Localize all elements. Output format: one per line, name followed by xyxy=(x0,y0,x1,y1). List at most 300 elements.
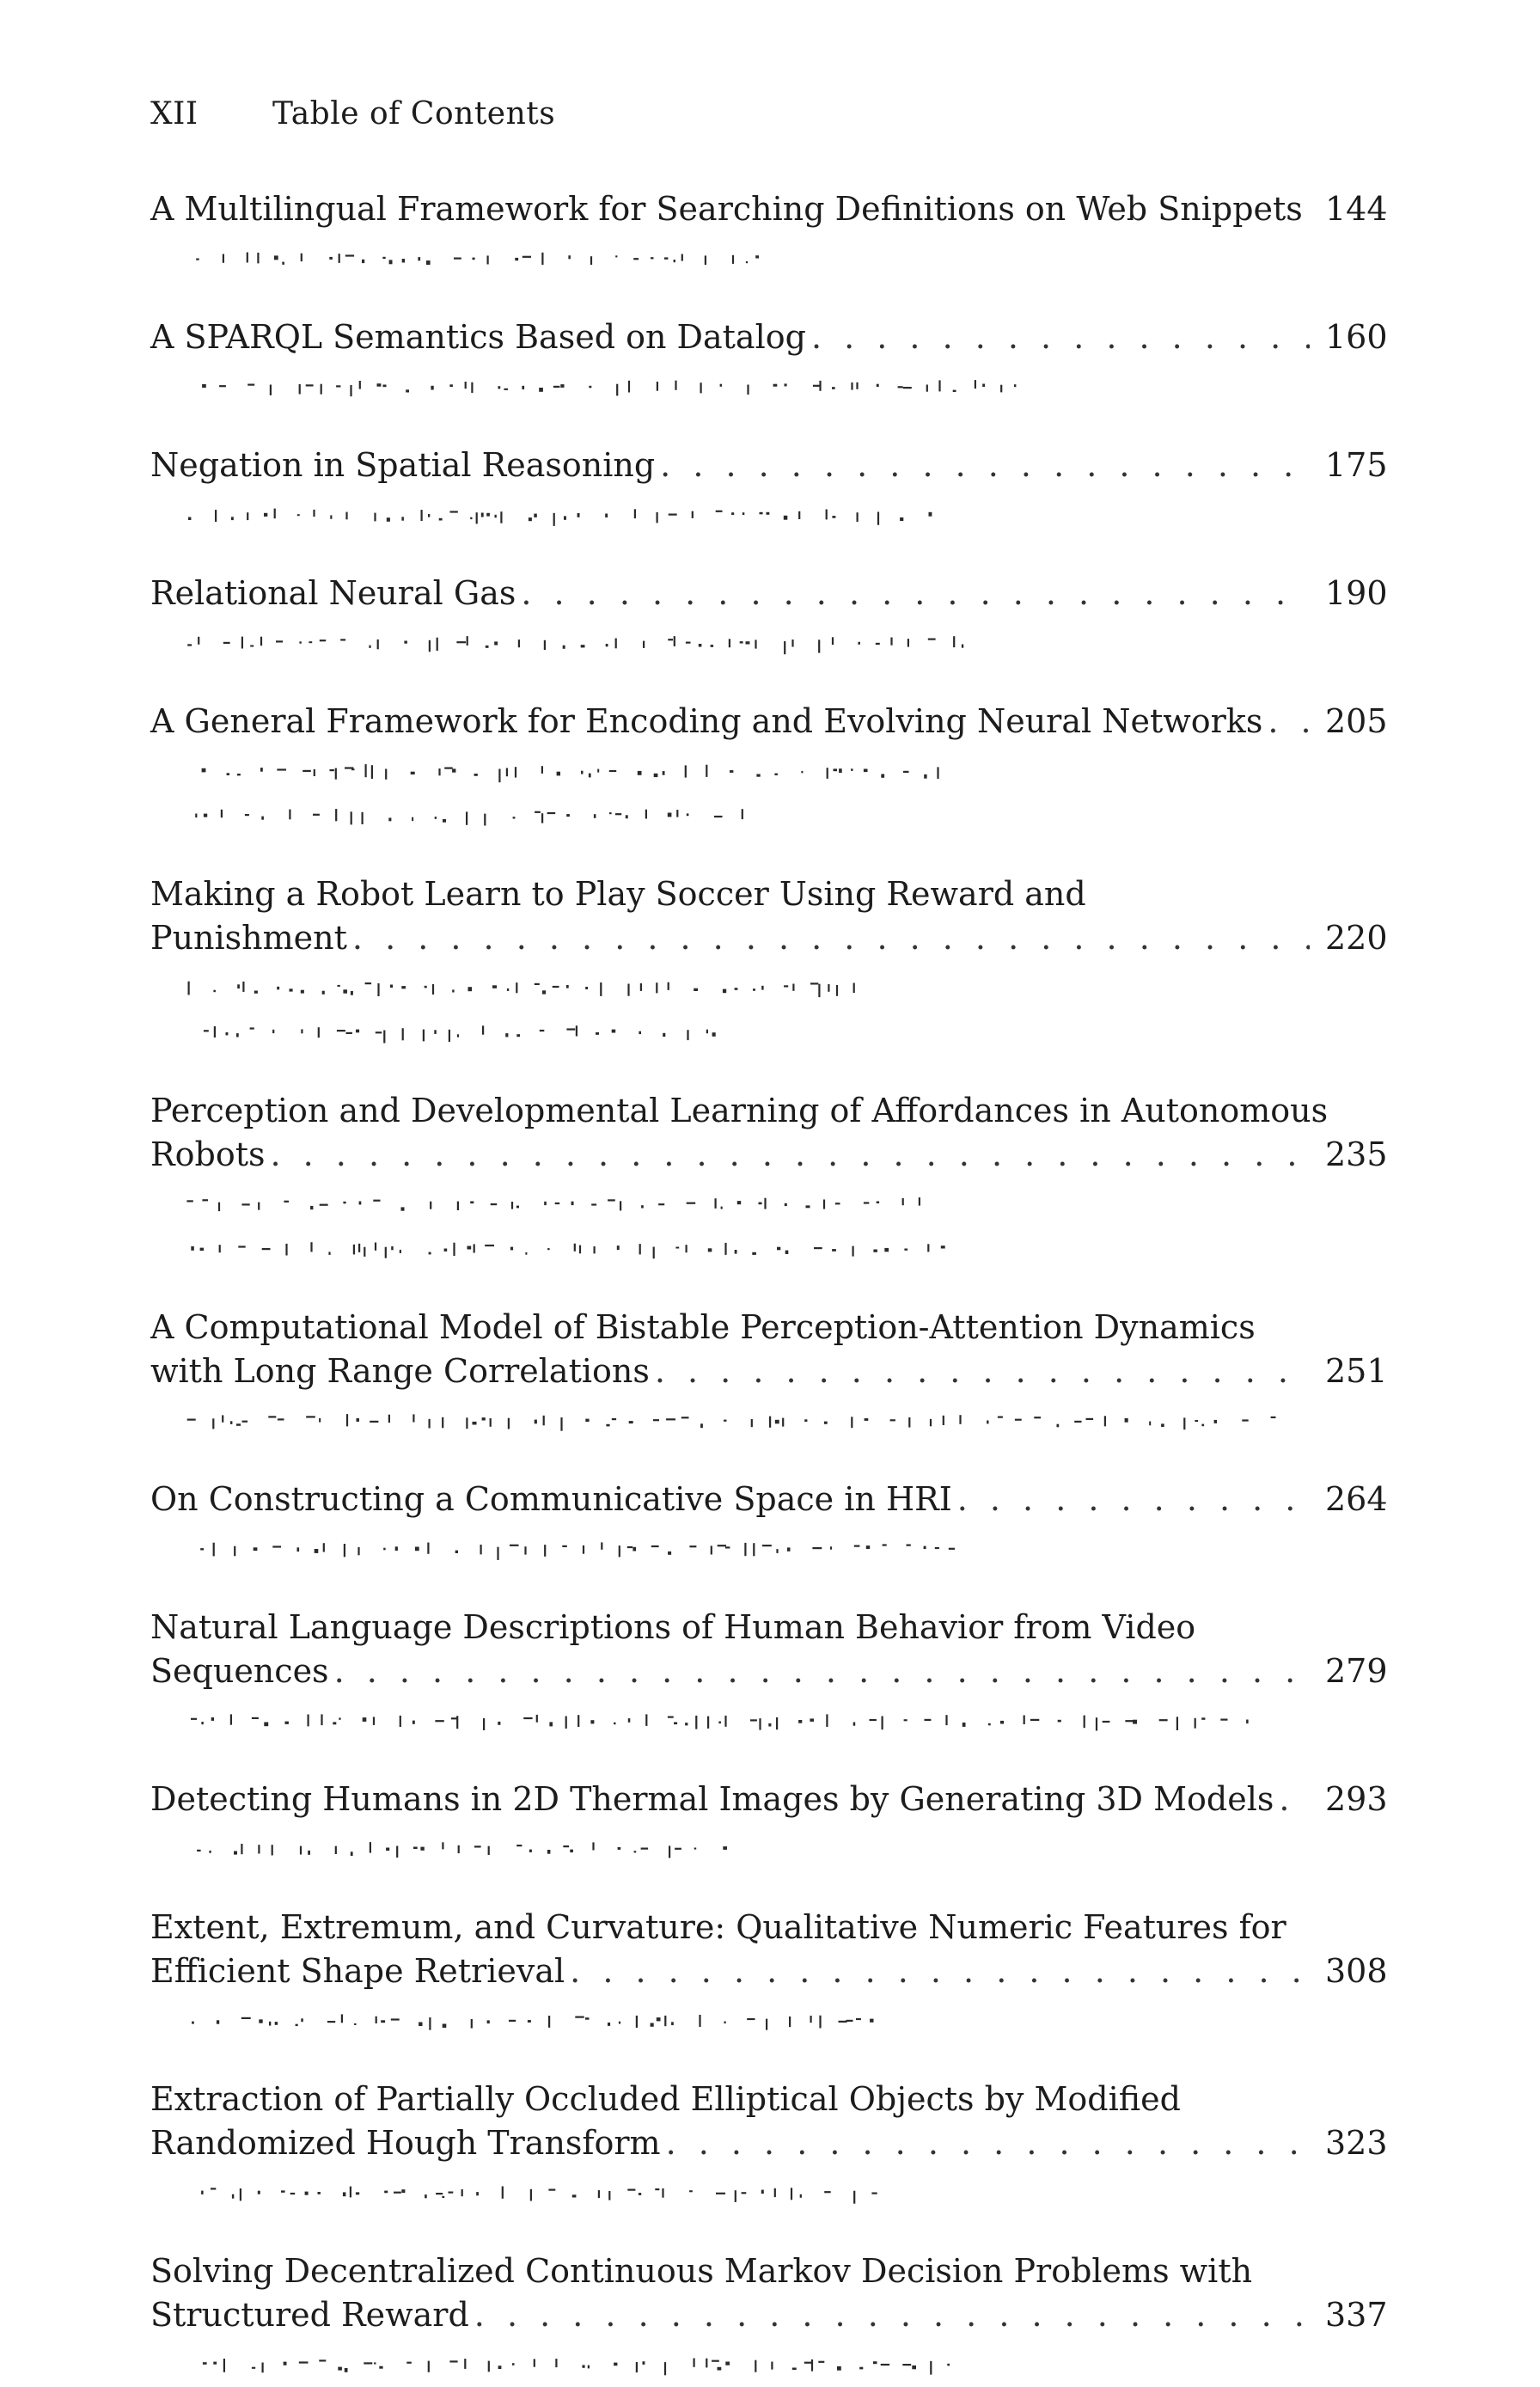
author-mark xyxy=(495,515,497,518)
author-mark xyxy=(902,2364,911,2366)
author-mark xyxy=(542,990,546,994)
author-mark xyxy=(769,1417,771,1428)
author-mark xyxy=(962,645,963,648)
entry-title-line: Relational Neural Gas xyxy=(150,574,516,612)
author-mark xyxy=(474,1845,481,1847)
author-mark xyxy=(747,2018,755,2020)
author-mark xyxy=(260,768,263,772)
entry-page-number: 175 xyxy=(1325,446,1388,484)
author-mark xyxy=(406,2362,412,2364)
author-mark xyxy=(250,646,254,647)
entry-gap xyxy=(150,1871,1385,1906)
toc-entry[interactable] xyxy=(150,444,1388,537)
author-mark xyxy=(668,813,672,817)
author-mark xyxy=(1103,1721,1110,1723)
author-mark xyxy=(465,382,467,389)
entry-page-number: 190 xyxy=(1325,574,1388,612)
author-mark xyxy=(627,984,629,996)
author-mark xyxy=(328,1252,330,1255)
toc-entry[interactable] xyxy=(150,2078,1388,2215)
entry-title-line: A Computational Model of Bistable Perception-Attention Dynamics xyxy=(150,1308,1256,1346)
author-mark xyxy=(395,1546,398,1551)
author-mark xyxy=(827,768,828,779)
entry-title-line: Detecting Humans in 2D Thermal Images by Generating 3D Models xyxy=(150,1780,1274,1818)
author-mark xyxy=(656,982,657,993)
author-mark xyxy=(337,1030,345,1031)
author-mark xyxy=(629,1421,633,1423)
author-mark xyxy=(402,1028,404,1040)
author-mark xyxy=(351,991,353,995)
author-mark xyxy=(516,982,517,993)
entry-title-row xyxy=(150,444,1388,487)
author-mark xyxy=(836,985,838,996)
author-mark xyxy=(299,2361,309,2363)
author-mark xyxy=(485,1245,494,1246)
author-mark xyxy=(818,640,820,652)
author-mark xyxy=(318,2192,321,2194)
author-mark xyxy=(245,814,249,816)
author-mark xyxy=(435,1720,443,1722)
author-mark xyxy=(258,1845,260,1853)
author-mark xyxy=(852,1246,854,1257)
author-mark xyxy=(663,771,665,775)
author-line-faded xyxy=(183,1402,1385,1443)
author-mark xyxy=(668,1717,674,1718)
author-mark xyxy=(605,514,608,518)
author-line-faded xyxy=(183,1013,1385,1055)
author-mark xyxy=(675,381,676,390)
author-mark xyxy=(335,809,337,821)
entry-title-line: Robots xyxy=(150,1135,266,1173)
author-mark xyxy=(466,811,468,824)
author-mark xyxy=(600,982,602,996)
author-mark xyxy=(401,517,404,520)
author-mark xyxy=(926,385,928,392)
author-mark xyxy=(195,814,197,818)
author-mark xyxy=(787,1547,791,1551)
author-mark xyxy=(674,636,675,646)
author-mark xyxy=(674,1723,677,1725)
author-mark xyxy=(202,384,206,388)
author-mark xyxy=(313,510,315,517)
author-mark xyxy=(627,1546,632,1548)
author-mark xyxy=(555,2359,557,2367)
author-mark xyxy=(358,1244,360,1252)
author-mark xyxy=(215,510,217,522)
author-mark xyxy=(789,2017,791,2027)
author-mark xyxy=(541,766,543,774)
author-mark xyxy=(454,258,461,260)
dot-leader xyxy=(957,1478,1310,1521)
author-mark xyxy=(714,816,723,817)
author-mark xyxy=(285,1244,287,1256)
author-mark xyxy=(742,2192,747,2194)
toc-entry[interactable] xyxy=(150,872,1388,1055)
author-mark xyxy=(823,1200,825,1209)
author-mark xyxy=(853,2191,855,2204)
author-mark xyxy=(252,1717,259,1719)
author-mark xyxy=(813,385,820,387)
author-mark xyxy=(547,1248,550,1250)
author-mark xyxy=(320,640,326,641)
entry-title-line: with Long Range Correlations xyxy=(150,1352,650,1390)
author-mark xyxy=(774,2188,776,2197)
author-mark xyxy=(436,2193,443,2194)
author-mark xyxy=(200,1248,204,1252)
author-mark xyxy=(563,646,565,649)
entry-gap xyxy=(150,1271,1385,1306)
author-mark xyxy=(364,2362,372,2364)
author-mark xyxy=(657,382,658,391)
author-mark xyxy=(281,2190,285,2192)
table-of-contents xyxy=(150,187,1388,2387)
author-mark xyxy=(689,1545,696,1547)
author-mark xyxy=(585,2017,590,2020)
author-mark xyxy=(784,516,788,520)
author-mark xyxy=(211,2188,216,2189)
author-mark xyxy=(998,1417,1003,1418)
author-mark xyxy=(391,1246,394,1250)
author-mark xyxy=(824,1422,828,1424)
author-mark xyxy=(305,2192,309,2195)
author-mark xyxy=(373,1717,375,1725)
entry-title-row xyxy=(150,1649,1388,1693)
author-mark xyxy=(583,2365,585,2367)
author-mark xyxy=(204,814,207,817)
author-mark xyxy=(435,817,437,819)
author-mark xyxy=(668,982,669,990)
author-mark xyxy=(260,637,262,646)
author-mark xyxy=(742,512,745,515)
author-mark xyxy=(870,1719,877,1721)
author-mark xyxy=(318,1027,320,1037)
author-mark xyxy=(773,384,778,387)
author-mark xyxy=(344,1544,345,1557)
author-mark xyxy=(711,1545,712,1554)
author-mark xyxy=(753,1543,755,1556)
author-mark xyxy=(540,1030,545,1031)
author-mark xyxy=(534,514,537,517)
author-mark xyxy=(351,1851,353,1856)
author-mark xyxy=(628,1718,631,1723)
author-mark xyxy=(487,255,489,264)
author-mark xyxy=(498,2366,502,2369)
author-mark xyxy=(486,513,490,517)
author-mark xyxy=(865,1418,869,1421)
author-mark xyxy=(278,1418,284,1420)
author-mark xyxy=(908,639,909,647)
author-mark xyxy=(636,2016,638,2028)
author-mark xyxy=(539,388,543,392)
author-mark xyxy=(601,1542,602,1549)
author-mark xyxy=(716,2193,725,2194)
author-mark xyxy=(429,1419,431,1429)
author-mark xyxy=(759,1718,761,1730)
toc-entry[interactable] xyxy=(150,572,1388,665)
author-mark xyxy=(925,1719,932,1721)
author-mark xyxy=(343,989,347,993)
author-mark xyxy=(583,1545,584,1554)
author-mark xyxy=(689,2190,693,2192)
author-mark xyxy=(412,1721,415,1724)
author-mark xyxy=(810,2016,812,2023)
author-mark xyxy=(608,1199,615,1201)
toc-entry[interactable] xyxy=(150,1606,1388,1743)
author-mark xyxy=(351,768,355,770)
author-mark xyxy=(572,2194,577,2197)
author-mark xyxy=(429,1252,431,1255)
author-mark xyxy=(664,2016,666,2026)
author-line-faded xyxy=(183,752,1385,793)
author-mark xyxy=(330,769,334,771)
running-head xyxy=(150,96,555,132)
author-mark xyxy=(240,2188,241,2200)
author-mark xyxy=(627,2189,635,2191)
author-mark xyxy=(819,381,821,391)
author-mark xyxy=(484,814,486,826)
author-mark xyxy=(362,812,364,824)
author-mark xyxy=(211,1717,214,1721)
author-mark xyxy=(1161,1423,1164,1427)
author-mark xyxy=(724,1420,727,1422)
author-mark xyxy=(982,384,985,388)
entry-gap xyxy=(150,2043,1385,2078)
author-mark xyxy=(555,1203,560,1204)
author-mark xyxy=(654,774,658,777)
author-mark xyxy=(578,1715,579,1727)
author-mark xyxy=(588,2366,590,2369)
author-mark xyxy=(712,2360,719,2362)
author-mark xyxy=(438,768,440,775)
author-line-faded xyxy=(183,797,1385,838)
author-mark xyxy=(234,1546,235,1557)
author-mark xyxy=(664,257,668,259)
author-mark xyxy=(663,1033,665,1037)
author-mark xyxy=(1246,1720,1249,1724)
toc-entry[interactable] xyxy=(150,1478,1388,1571)
author-mark xyxy=(881,774,884,778)
author-mark xyxy=(241,637,243,649)
entry-title-row xyxy=(150,2293,1388,2337)
author-mark xyxy=(904,1249,908,1251)
author-mark xyxy=(643,641,645,648)
toc-entry[interactable] xyxy=(150,2249,1388,2387)
author-mark xyxy=(606,644,608,646)
toc-entry[interactable] xyxy=(150,1306,1388,1443)
author-mark xyxy=(373,1200,380,1202)
author-mark xyxy=(272,1030,274,1033)
author-mark xyxy=(837,2366,841,2371)
author-mark xyxy=(498,386,501,389)
author-mark xyxy=(594,1246,596,1253)
author-mark xyxy=(506,768,508,777)
author-mark xyxy=(792,2368,797,2371)
author-mark xyxy=(612,1418,616,1420)
entry-title-line: Extraction of Partially Occluded Elliptical Objects by Modified xyxy=(150,2080,1181,2118)
toc-entry[interactable] xyxy=(150,187,1388,281)
author-mark xyxy=(676,810,678,817)
author-mark xyxy=(766,2019,767,2030)
author-mark xyxy=(904,1719,908,1721)
author-mark xyxy=(387,517,390,522)
author-mark xyxy=(619,1545,620,1557)
author-mark xyxy=(857,512,859,522)
toc-entry[interactable] xyxy=(150,315,1388,409)
entry-gap xyxy=(150,1443,1385,1478)
author-line-faded xyxy=(183,496,1385,537)
author-mark xyxy=(928,639,936,640)
toc-entry[interactable] xyxy=(150,1778,1388,1871)
author-mark xyxy=(1074,1421,1081,1423)
author-mark xyxy=(209,1851,211,1853)
author-mark xyxy=(711,645,714,647)
author-mark xyxy=(346,1414,348,1426)
author-mark xyxy=(404,641,407,644)
author-mark xyxy=(740,641,743,643)
author-mark xyxy=(483,1718,485,1730)
dot-leader xyxy=(1279,1778,1310,1821)
author-mark xyxy=(824,2191,831,2193)
author-mark xyxy=(321,1714,322,1725)
entry-title-line: Perception and Developmental Learning of Affordances in Autonomous xyxy=(150,1092,1329,1129)
author-mark xyxy=(522,256,531,258)
author-mark xyxy=(1096,1717,1097,1730)
author-mark xyxy=(591,1203,596,1205)
author-mark xyxy=(549,1722,553,1726)
author-mark xyxy=(658,1203,664,1205)
author-mark xyxy=(548,2016,550,2028)
author-mark xyxy=(864,1202,869,1203)
author-mark xyxy=(785,383,787,386)
author-mark xyxy=(566,1028,575,1030)
author-mark xyxy=(187,1419,196,1421)
author-mark xyxy=(692,511,694,518)
author-mark xyxy=(415,1547,419,1552)
entry-title-line: Efficient Shape Retrieval xyxy=(150,1952,565,1990)
author-mark xyxy=(685,765,687,777)
author-mark xyxy=(735,1250,737,1254)
entry-title-line: Randomized Hough Transform xyxy=(150,2124,661,2162)
author-mark xyxy=(238,1246,245,1247)
author-mark xyxy=(834,768,838,771)
author-mark xyxy=(411,772,415,774)
author-mark xyxy=(819,2016,821,2029)
author-mark xyxy=(471,2019,473,2029)
author-mark xyxy=(497,1547,498,1560)
dot-leader xyxy=(474,2293,1310,2337)
author-mark xyxy=(466,1417,468,1429)
toc-entry[interactable] xyxy=(150,1089,1388,1271)
author-mark xyxy=(806,1205,810,1208)
author-mark xyxy=(612,1030,616,1033)
author-mark xyxy=(877,384,879,387)
entry-page-number: 264 xyxy=(1325,1480,1388,1518)
author-mark xyxy=(535,1420,537,1424)
author-mark xyxy=(197,1850,201,1851)
author-mark xyxy=(385,769,387,780)
author-mark xyxy=(881,2364,889,2366)
author-mark xyxy=(301,1029,302,1033)
author-mark xyxy=(762,1545,772,1546)
author-mark xyxy=(248,384,254,386)
author-mark xyxy=(764,1198,766,1209)
toc-entry[interactable] xyxy=(150,700,1388,838)
author-mark xyxy=(338,2367,342,2371)
author-mark xyxy=(510,1247,513,1251)
author-mark xyxy=(638,771,642,775)
author-mark xyxy=(221,810,223,817)
author-mark xyxy=(1000,385,1002,393)
author-mark xyxy=(516,1034,520,1037)
author-mark xyxy=(456,641,466,643)
author-mark xyxy=(826,1714,828,1727)
author-mark xyxy=(755,255,759,258)
author-mark xyxy=(871,2193,877,2194)
author-mark xyxy=(461,2189,463,2196)
author-mark xyxy=(530,2189,532,2201)
author-mark xyxy=(930,1419,932,1427)
author-mark xyxy=(464,2359,466,2369)
author-mark xyxy=(323,1543,325,1552)
author-mark xyxy=(694,988,698,991)
author-mark xyxy=(761,2190,764,2194)
author-mark xyxy=(570,1850,573,1853)
author-mark xyxy=(668,639,673,640)
author-mark xyxy=(429,640,431,652)
author-mark xyxy=(706,2359,707,2368)
author-mark xyxy=(937,767,938,779)
author-mark xyxy=(639,2193,641,2195)
author-mark xyxy=(443,819,446,823)
author-mark xyxy=(504,389,508,390)
author-mark xyxy=(1214,1420,1217,1423)
toc-entry[interactable] xyxy=(150,1906,1388,2043)
author-mark xyxy=(597,769,599,773)
author-mark xyxy=(374,513,376,522)
author-mark xyxy=(959,1415,961,1424)
author-mark xyxy=(668,1552,671,1555)
author-mark xyxy=(1195,1718,1196,1729)
author-mark xyxy=(198,637,199,645)
author-mark xyxy=(675,1848,681,1850)
author-mark xyxy=(1195,1420,1198,1422)
author-mark xyxy=(903,387,912,389)
entry-page-number: 160 xyxy=(1325,318,1388,356)
author-mark xyxy=(687,1203,696,1204)
author-mark xyxy=(730,770,733,773)
author-mark xyxy=(782,1418,784,1427)
entry-page-number: 323 xyxy=(1325,2124,1388,2162)
author-mark xyxy=(529,1850,532,1852)
author-mark xyxy=(269,2022,271,2026)
author-mark xyxy=(747,385,749,395)
author-mark xyxy=(614,2363,617,2366)
author-mark xyxy=(883,1544,887,1545)
author-mark xyxy=(450,511,458,512)
author-mark xyxy=(516,1845,522,1846)
author-mark xyxy=(830,1546,832,1549)
author-mark xyxy=(777,1247,780,1251)
author-mark xyxy=(927,1244,929,1252)
author-mark xyxy=(776,1717,778,1729)
author-mark xyxy=(363,1717,367,1722)
author-mark xyxy=(250,1027,254,1029)
author-mark xyxy=(351,811,352,824)
author-mark xyxy=(455,1551,458,1553)
author-mark xyxy=(192,2022,194,2024)
author-mark xyxy=(718,1722,721,1724)
entry-gap xyxy=(150,1571,1385,1606)
